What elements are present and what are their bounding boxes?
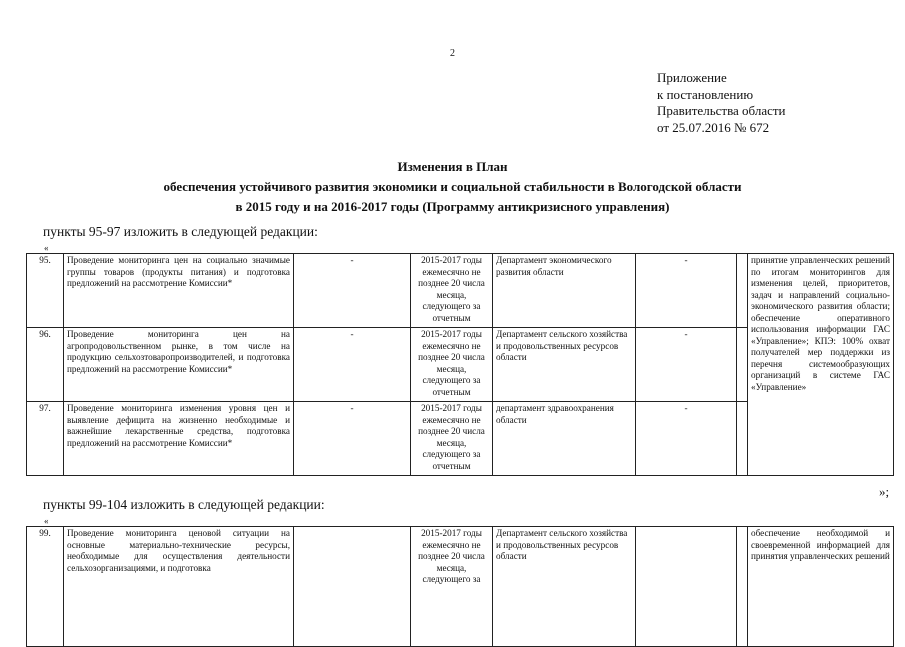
appendix-line: к постановлению xyxy=(657,86,754,102)
dash-cell: - xyxy=(294,402,411,476)
open-quote: « xyxy=(44,516,49,526)
result-cell: принятие управленческих решений по итогам мониторингов для изменения целей, приоритетов, задач и направлений социально-экономического развития области; обеспечение оперативного использования информации ГАС «Управление»; КПЭ: 100% охват получателей мер поддержки из перечня системообразующих организаций в системе ГАС «Управление» xyxy=(748,254,894,476)
dash-cell: - xyxy=(636,328,737,402)
section1-table xyxy=(26,253,894,476)
row-number: 99. xyxy=(27,527,64,647)
table-row xyxy=(27,254,894,328)
executor-cell: Департамент сельского хозяйства и продовольственных ресурсов области xyxy=(493,527,636,647)
empty-cell xyxy=(737,527,748,647)
section2-table xyxy=(26,526,894,647)
document-title xyxy=(0,157,905,217)
measure-cell: Проведение мониторинга ценовой ситуации на основные материально-технические ресурсы, необходимые для осуществления деятельности сельхозорганизациями, и подготовка xyxy=(64,527,294,647)
term-cell: 2015-2017 годы ежемесячно не позднее 20 числа месяца, следующего за отчетным xyxy=(411,402,493,476)
dash-cell xyxy=(294,527,411,647)
row-number: 95. xyxy=(27,254,64,328)
appendix-line: Правительства области xyxy=(657,103,786,118)
dash-cell: - xyxy=(294,254,411,328)
dash-cell: - xyxy=(636,254,737,328)
page-number: 2 xyxy=(450,48,455,59)
empty-cell xyxy=(737,402,748,476)
close-quote: »; xyxy=(879,484,890,499)
dash-cell xyxy=(636,527,737,647)
section2-instruction: пункты 99-104 изложить в следующей редакции: xyxy=(43,497,325,512)
term-cell: 2015-2017 годы ежемесячно не позднее 20 числа месяца, следующего за xyxy=(411,527,493,647)
title-line: Изменения в План xyxy=(397,159,508,174)
appendix-line: от 25.07.2016 № 672 xyxy=(657,119,770,135)
table-row xyxy=(27,527,894,647)
row-number: 97. xyxy=(27,402,64,476)
executor-cell: Департамент экономического развития области xyxy=(493,254,636,328)
measure-cell: Проведение мониторинга изменения уровня цен и выявление дефицита на жизненно необходимые и важнейшие лекарственные средства, подготовка предложений на рассмотрение Комиссии* xyxy=(64,402,294,476)
dash-cell: - xyxy=(294,328,411,402)
empty-cell xyxy=(737,328,748,402)
open-quote: « xyxy=(44,243,49,253)
term-cell: 2015-2017 годы ежемесячно не позднее 20 числа месяца, следующего за отчетным xyxy=(411,254,493,328)
title-line: обеспечения устойчивого развития экономики и социальной стабильности в Вологодской области xyxy=(163,179,742,194)
title-line: в 2015 году и на 2016-2017 годы (Программу антикризисного управления) xyxy=(235,199,670,214)
section1-instruction: пункты 95-97 изложить в следующей редакции: xyxy=(43,224,318,239)
row-number: 96. xyxy=(27,328,64,402)
measure-cell: Проведение мониторинга цен на социально значимые группы товаров (продукты питания) и подготовка предложений на рассмотрение Комиссии* xyxy=(64,254,294,328)
dash-cell: - xyxy=(636,402,737,476)
appendix-header xyxy=(657,70,786,136)
term-cell: 2015-2017 годы ежемесячно не позднее 20 числа месяца, следующего за отчетным xyxy=(411,328,493,402)
result-cell: обеспечение необходимой и своевременной информацией для принятия управленческих решений xyxy=(748,527,894,647)
executor-cell: Департамент сельского хозяйства и продовольственных ресурсов области xyxy=(493,328,636,402)
measure-cell: Проведение мониторинга цен на агропродовольственном рынке, в том числе на продукцию сельхозтоваропроизводителей, и подготовка предложений на рассмотрение Комиссии* xyxy=(64,328,294,402)
appendix-line: Приложение xyxy=(657,70,727,85)
executor-cell: департамент здравоохранения области xyxy=(493,402,636,476)
empty-cell xyxy=(737,254,748,328)
